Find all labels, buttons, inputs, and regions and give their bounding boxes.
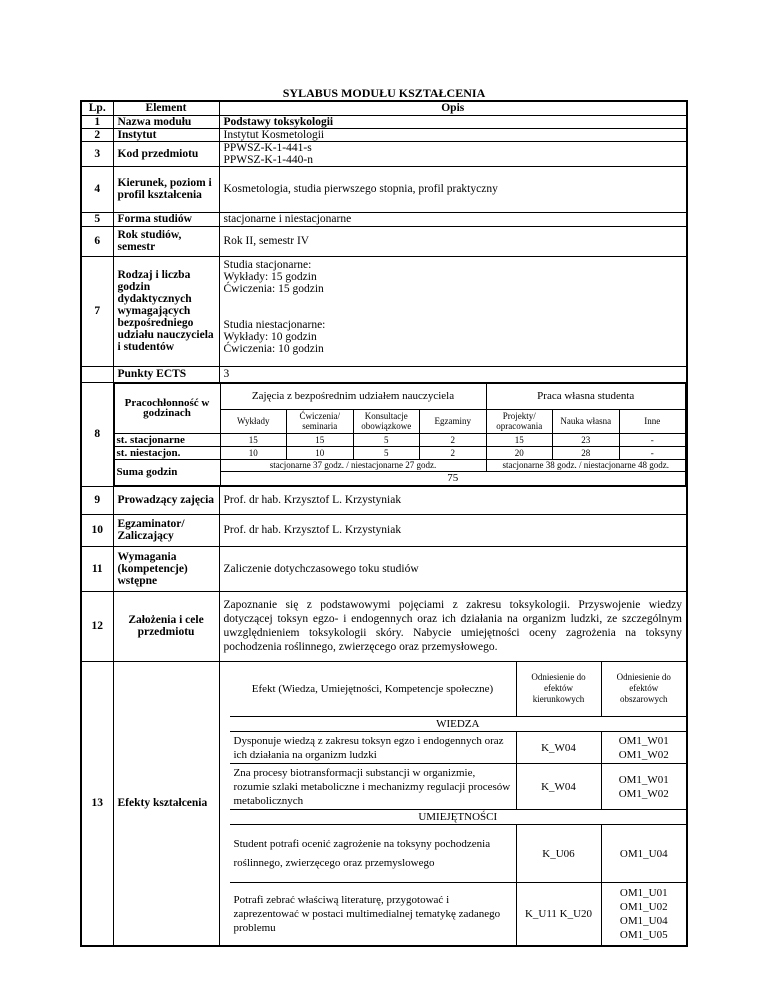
- value: -: [619, 433, 686, 446]
- value: 15: [287, 433, 354, 446]
- line: Ćwiczenia: 15 godzin: [223, 282, 324, 295]
- lp: 6: [81, 226, 113, 256]
- syllabus-table: [80, 100, 688, 947]
- value: 5: [353, 446, 420, 459]
- lp: 8: [81, 382, 113, 486]
- opis: Podstawy toksykologii: [219, 115, 687, 128]
- col-header: Wykłady: [220, 409, 287, 433]
- col-obsz: Odniesienie do efektów obszarowych: [601, 662, 686, 717]
- row-13: [81, 661, 687, 946]
- row-7: [81, 256, 687, 366]
- element: Forma studiów: [113, 212, 219, 226]
- col-header: Konsultacje obowiązkowe: [353, 409, 420, 433]
- row-label: st. stacjonarne: [114, 433, 220, 446]
- row-5: [81, 212, 687, 226]
- opis: [219, 141, 687, 166]
- group-direct: Zajęcia z bezpośrednim udziałem nauczyciela: [220, 383, 486, 409]
- col-effect: Efekt (Wiedza, Umiejętności, Kompetencje społeczne): [230, 662, 517, 717]
- element: Rodzaj i liczba godzin dydaktycznych wymagających bezpośredniego udziału nauczyciela i studentów: [113, 256, 219, 366]
- value: 2: [420, 433, 487, 446]
- lp: 10: [81, 514, 113, 546]
- effect-text: Potrafi zebrać właściwą literaturę, przygotować i zaprezentować w postaci multimedialnej tematykę zadanego problemu: [230, 883, 517, 945]
- row-4: [81, 166, 687, 212]
- opis: Zapoznanie się z podstawowymi pojęciami z zakresu toksykologii. Przyswojenie wiedzy dotyczącej toksyn egzo- i endogennych oraz ich działania na organizm ludzki, ze szczególnym uwzględnieniem toksykologii skóry. Nabycie umiejętności oceny zagrożenia na toksyny pochodzenia roślinnego, zwierzęcego oraz przemysłowego.: [219, 591, 687, 661]
- element: Wymagania (kompetencje) wstępne: [113, 546, 219, 591]
- opis: Prof. dr hab. Krzysztof L. Krzystyniak: [219, 486, 687, 514]
- value: 28: [553, 446, 620, 459]
- row-12: [81, 591, 687, 661]
- opis: Zaliczenie dotychczasowego toku studiów: [219, 546, 687, 591]
- row-8: [81, 382, 687, 486]
- lp: 11: [81, 546, 113, 591]
- lp: 7: [81, 256, 113, 366]
- element: Założenia i cele przedmiotu: [113, 591, 219, 661]
- row-6: [81, 226, 687, 256]
- header-opis: Opis: [219, 101, 687, 115]
- col-header: Egzaminy: [420, 409, 487, 433]
- opis: Rok II, semestr IV: [219, 226, 687, 256]
- row-3: [81, 141, 687, 166]
- col-header: Projekty/ opracowania: [486, 409, 553, 433]
- element: Instytut: [113, 128, 219, 141]
- effect-k: K_U11 K_U20: [516, 883, 601, 945]
- workload-label: Pracochłonność w godzinach: [114, 383, 220, 433]
- element: Efekty kształcenia: [113, 661, 219, 946]
- col-kier: Odniesienie do efektów kierunkowych: [516, 662, 601, 717]
- group-own: Praca własna studenta: [486, 383, 686, 409]
- row-9: [81, 486, 687, 514]
- opis: Instytut Kosmetologii: [219, 128, 687, 141]
- section-umiejetnosci: UMIEJĘTNOŚCI: [230, 810, 687, 825]
- element: Kod przedmiotu: [113, 141, 219, 166]
- lp: 3: [81, 141, 113, 166]
- header-row: [81, 101, 687, 115]
- value: 20: [486, 446, 553, 459]
- code-s: PPWSZ-K-1-441-s: [223, 141, 312, 154]
- lp: 13: [81, 661, 113, 946]
- effect-text: Zna procesy biotransformacji substancji w organizmie, rozumie szlaki metaboliczne i mechanizmy regulacji procesów metabolicznych: [230, 764, 517, 810]
- workload-table: [114, 383, 687, 486]
- opis: Prof. dr hab. Krzysztof L. Krzystyniak: [219, 514, 687, 546]
- opis: 3: [219, 366, 687, 382]
- section-wiedza: WIEDZA: [230, 717, 687, 732]
- lp: 9: [81, 486, 113, 514]
- row-ects: [81, 366, 687, 382]
- effects-table: [230, 662, 687, 945]
- workload-cell: [113, 382, 687, 486]
- value: 5: [353, 433, 420, 446]
- lp: 4: [81, 166, 113, 212]
- header-lp: Lp.: [81, 101, 113, 115]
- line: Studia niestacjonarne:: [223, 318, 326, 331]
- value: 10: [287, 446, 354, 459]
- value: 15: [486, 433, 553, 446]
- value: 15: [220, 433, 287, 446]
- sum-total: 75: [220, 471, 686, 485]
- header-element: Element: [113, 101, 219, 115]
- value: 23: [553, 433, 620, 446]
- effect-o: OM1_W01 OM1_W02: [601, 764, 686, 810]
- effect-k: K_U06: [516, 825, 601, 883]
- opis: [219, 256, 687, 366]
- effect-text: Student potrafi ocenić zagrożenie na toksyny pochodzenia roślinnego, zwierzęcego oraz przemyslowego: [230, 825, 517, 883]
- lp: [81, 366, 113, 382]
- row-label: st. niestacjon.: [114, 446, 220, 459]
- line: Wykłady: 10 godzin: [223, 330, 317, 343]
- effect-o: OM1_W01 OM1_W02: [601, 732, 686, 764]
- effect-o: OM1_U01 OM1_U02 OM1_U04 OM1_U05: [601, 883, 686, 945]
- lp: 1: [81, 115, 113, 128]
- effect-k: K_W04: [516, 732, 601, 764]
- effect-text: Dysponuje wiedzą z zakresu toksyn egzo i endogennych oraz ich działania na organizm ludzki: [230, 732, 517, 764]
- sum-direct: stacjonarne 37 godz. / niestacjonarne 27 godz.: [220, 459, 486, 471]
- effect-o: OM1_U04: [601, 825, 686, 883]
- lp: 2: [81, 128, 113, 141]
- line: Ćwiczenia: 10 godzin: [223, 342, 324, 355]
- opis: stacjonarne i niestacjonarne: [219, 212, 687, 226]
- value: -: [619, 446, 686, 459]
- sum-label: Suma godzin: [114, 459, 220, 485]
- element: Rok studiów, semestr: [113, 226, 219, 256]
- element: Prowadzący zajęcia: [113, 486, 219, 514]
- row-10: [81, 514, 687, 546]
- lp: 5: [81, 212, 113, 226]
- lp: 12: [81, 591, 113, 661]
- value: 2: [420, 446, 487, 459]
- element: Nazwa modułu: [113, 115, 219, 128]
- value: 10: [220, 446, 287, 459]
- row-1: [81, 115, 687, 128]
- col-header: Inne: [619, 409, 686, 433]
- element: Egzaminator/ Zaliczający: [113, 514, 219, 546]
- element: Punkty ECTS: [113, 366, 219, 382]
- code-n: PPWSZ-K-1-440-n: [223, 153, 313, 166]
- opis: Kosmetologia, studia pierwszego stopnia, profil praktyczny: [219, 166, 687, 212]
- row-2: [81, 128, 687, 141]
- effects-cell: [219, 661, 687, 946]
- line: Wykłady: 15 godzin: [223, 270, 317, 283]
- effect-k: K_W04: [516, 764, 601, 810]
- col-header: Ćwiczenia/ seminaria: [287, 409, 354, 433]
- line: Studia stacjonarne:: [223, 258, 312, 271]
- document-title: SYLABUS MODUŁU KSZTAŁCENIA: [282, 86, 486, 100]
- sum-own: stacjonarne 38 godz. / niestacjonarne 48 godz.: [486, 459, 686, 471]
- col-header: Nauka własna: [553, 409, 620, 433]
- row-11: [81, 546, 687, 591]
- element: Kierunek, poziom i profil kształcenia: [113, 166, 219, 212]
